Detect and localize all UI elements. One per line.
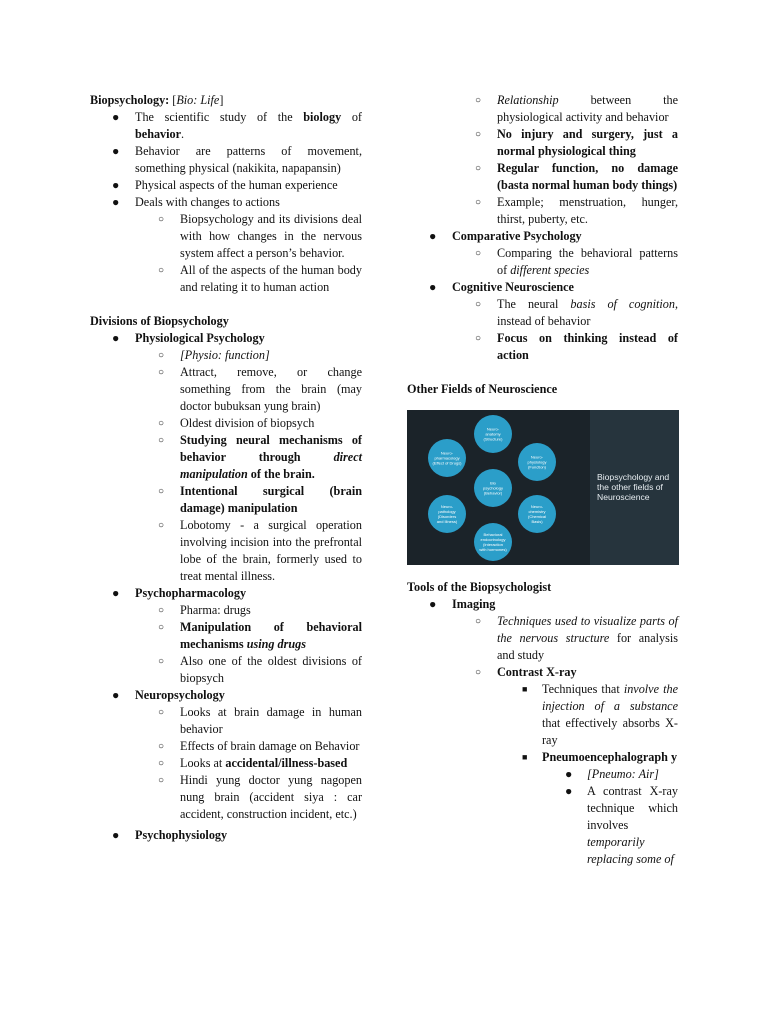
bubble-label: (Structure) [483, 436, 503, 442]
list-item: ○ Contrast X-ray [475, 665, 577, 679]
list-item: ● Physiological Psychology [112, 331, 265, 345]
bubble-label: endocrinology [480, 537, 506, 542]
list-item: ○ Manipulation of behavioral mechanisms using drugs [158, 620, 362, 651]
left-column [90, 92, 362, 844]
bubble-label: (Effect of Drugs) [432, 460, 462, 466]
list-item: ● [Pneumo: Air] [565, 767, 659, 781]
bubble-label: pathology [438, 509, 456, 514]
neuroscience-fields-figure [407, 410, 679, 565]
list-item: ● Psychophysiology [112, 828, 228, 842]
list-item: ○ Example; menstruation, hunger, thirst, puberty, etc. [475, 195, 678, 226]
list-item: ○ Biopsychology and its divisions deal with how changes in the nervous system affect a person’s behavior. [158, 212, 362, 260]
list-item: ○ Looks at brain damage in human behavior [158, 705, 362, 736]
list-item: ○ Effects of brain damage on Behavior [158, 739, 360, 753]
list-item: ● Psychopharmacology [112, 586, 247, 600]
bubble-label: Bio [490, 480, 496, 486]
divisions-heading: Divisions of Biopsychology [90, 314, 229, 328]
figure-title: Biopsychology and the other fields of Neuroscience [597, 472, 670, 502]
list-item: ● Neuropsychology [112, 688, 225, 702]
list-item: ■ Pneumoencephalograph y [522, 750, 678, 764]
list-item: ○ [Physio: function] [158, 348, 270, 362]
right-column [407, 92, 678, 868]
list-item: ○ The neural basis of cognition, instead of behavior [475, 297, 678, 328]
bubble-label: Neuro- [530, 504, 544, 509]
other-fields-heading: Other Fields of Neuroscience [407, 382, 558, 396]
list-item: ● Imaging [429, 597, 496, 611]
bubble-label: psychology [482, 485, 504, 491]
bubble-label: chemistry [528, 509, 546, 514]
bubble-label: physiology [527, 459, 547, 465]
list-item: ● Deals with changes to actions [112, 195, 280, 209]
list-item: ○ Hindi yung doctor yung nagopen nung brain (accident siya : car accident, construction incident, etc.) [158, 773, 362, 821]
bubble-label: (Interaction [482, 542, 504, 547]
list-item: ○ No injury and surgery, just a normal physiological thing [475, 127, 678, 158]
bubble-label: Neuro- [530, 454, 544, 460]
tools-heading: Tools of the Biopsychologist [407, 580, 552, 594]
bubble-label: Neuro- [440, 450, 454, 456]
bubble-label: pharmacology [434, 455, 460, 461]
list-item: ○ Intentional surgical (brain damage) manipulation [158, 484, 362, 515]
list-item: ● The scientific study of the biology of behavior. [112, 110, 362, 141]
bubble-label: (Function) [527, 464, 547, 470]
bubble-label: and Illness) [436, 519, 458, 524]
list-item: ○ Comparing the behavioral patterns of different species [475, 246, 678, 277]
list-item: ○ Looks at accidental/illness-based [158, 756, 348, 770]
list-item: ■ Techniques that involve the injection of a substance that effectively absorbs X-ray [522, 682, 678, 747]
list-item: ● Cognitive Neuroscience [429, 280, 574, 294]
list-item: ○ Also one of the oldest divisions of biopsych [158, 654, 362, 685]
bubble-label: Basis) [531, 519, 543, 524]
biopsychology-heading: Biopsychology: [Bio: Life] [90, 93, 224, 107]
bubble-label: (Behavior) [483, 490, 503, 496]
list-item: ● Comparative Psychology [429, 229, 582, 243]
list-item: ○ Oldest division of biopsych [158, 416, 315, 430]
bubble-label: Behavioral [483, 532, 503, 537]
list-item: ○ Relationship between the physiological activity and behavior [475, 93, 678, 124]
list-item: ● Physical aspects of the human experience [112, 178, 338, 192]
bubble-label: with hormones) [479, 547, 507, 552]
bubble-label: anatomy [485, 431, 501, 437]
bubble-label: Neuro- [486, 426, 500, 432]
bubble-label: Neuro- [440, 504, 454, 509]
list-item: ○ Lobotomy - a surgical operation involving incision into the prefrontal lobe of the brain, formerly used to treat mental illness. [158, 518, 362, 583]
list-item: ○ Techniques used to visualize parts of the nervous structure for analysis and study [475, 614, 678, 662]
list-item: ● A contrast X-ray technique which involves temporarily replacing some of [565, 784, 678, 866]
list-item: ○ Focus on thinking instead of action [475, 331, 678, 362]
list-item: ● Behavior are patterns of movement, something physical (nakikita, napapansin) [112, 144, 362, 175]
bubble-label: (Disorders [437, 514, 457, 519]
bubble-label: (Chemical [527, 514, 547, 519]
list-item: ○ Regular function, no damage (basta normal human body things) [475, 161, 678, 192]
list-item: ○ Attract, remove, or change something from the brain (may doctor bubuksan yung brain) [158, 365, 362, 413]
list-item: ○ All of the aspects of the human body and relating it to human action [158, 263, 362, 294]
list-item: ○ Studying neural mechanisms of behavior through direct manipulation of the brain. [158, 433, 362, 481]
fields-diagram [407, 410, 590, 565]
list-item: ○ Pharma: drugs [158, 603, 251, 617]
